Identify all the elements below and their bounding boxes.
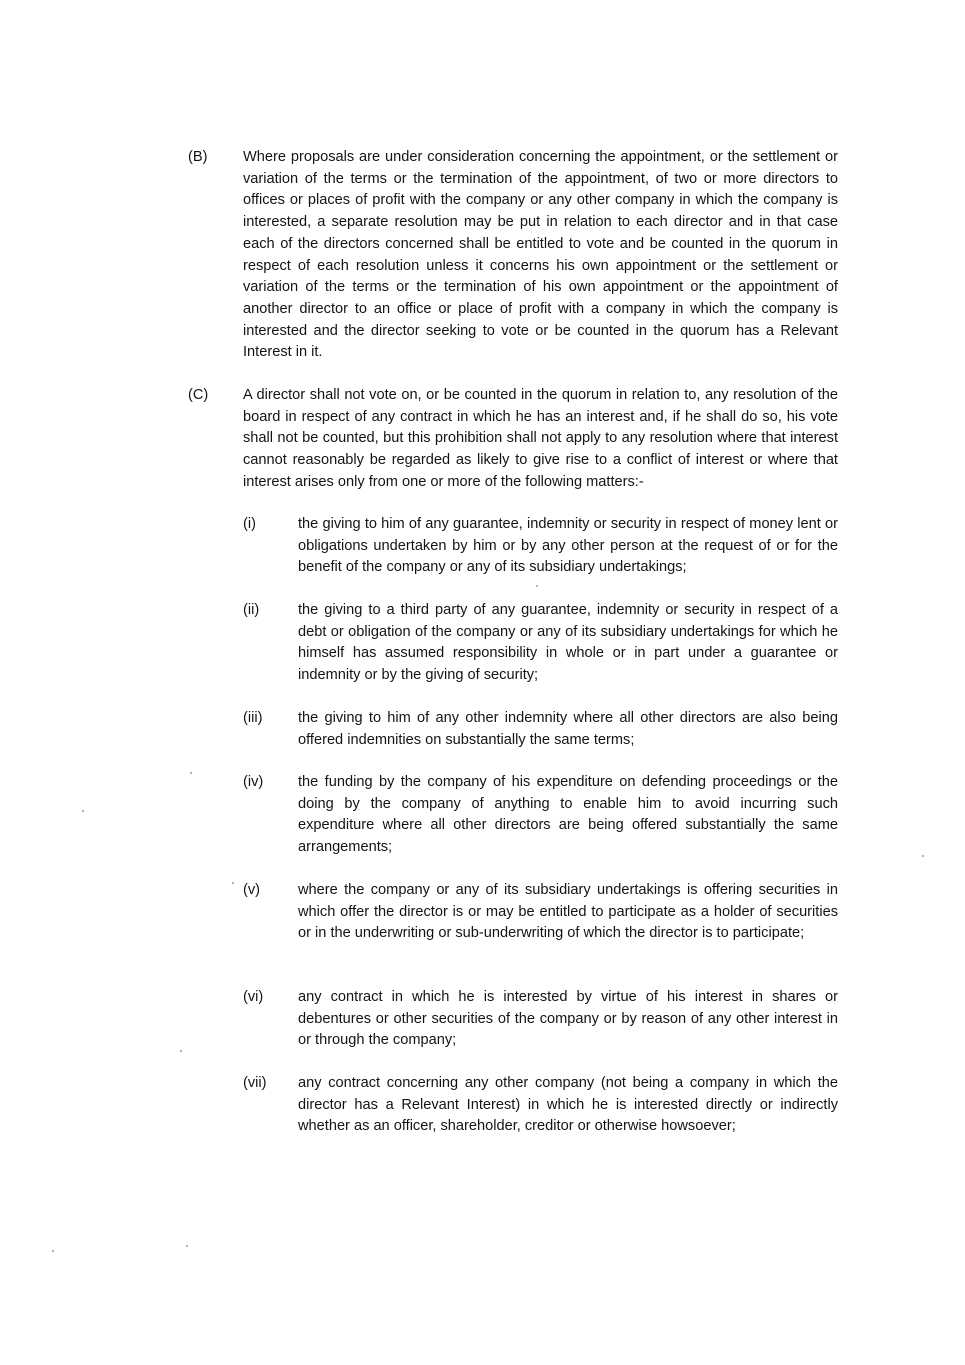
sub-item-text: any contract concerning any other company (not being a company in which the director has a Relevant Interest) in which he is interested directly or indirectly whether as an officer, shareholder, creditor or otherwise howsoever; [298,1075,838,1135]
sub-item-text: any contract in which he is interested by virtue of his interest in shares or debentures or other securities of the company or by reason of any other interest in or through the company; [298,989,838,1049]
scan-speck [190,772,192,774]
sub-item-label: (v) [243,882,261,898]
scan-speck [180,1050,182,1052]
sub-item-text: the funding by the company of his expenditure on defending proceedings or the doing by the company of anything to enable him to avoid incurring such expenditure where all other directors are being offered substantially the same arrangements; [298,774,838,856]
scan-speck [82,810,84,812]
scan-speck [232,882,234,884]
sub-item-label: (iii) [243,710,263,726]
clause-c-text: A director shall not vote on, or be counted in the quorum in relation to, any resolution of the board in respect of any contract in which he has an interest and, if he shall do so, his vote shall not be counted, but this prohibition shall not apply to any resolution where that interest cannot reasonably be regarded as likely to give rise to a conflict of interest or where that interest arises only from one or more of the following matters:- [243,387,838,490]
scan-speck [922,855,924,857]
clause-b-label: (B) [188,149,208,165]
sub-item-label: (vii) [243,1075,267,1091]
sub-item-label: (iv) [243,774,264,790]
sub-item-text: the giving to him of any other indemnity where all other directors are also being offered indemnities on substantially the same terms; [298,710,838,748]
scan-speck [186,1245,188,1247]
sub-item-label: (i) [243,516,256,532]
sub-item-label: (vi) [243,989,264,1005]
clause-b-text: Where proposals are under consideration concerning the appointment, or the settlement or variation of the terms or the termination of the appointment, of two or more directors to offices or places of profit with the company or any other company in which the company is interested, a separate resolution may be put in relation to each director and in that case each of the directors concerned shall be entitled to vote and be counted in the quorum in respect of each resolution unless it concerns his own appointment or the settlement or variation of the terms or the termination of his own appointment or the appointment of another director to an office or place of profit with a company in which the company is interested and the director seeking to vote or be counted in the quorum has a Relevant Interest in it. [243,149,838,361]
clause-c-label: (C) [188,387,209,403]
sub-item-text: the giving to him of any guarantee, indemnity or security in respect of money lent or obligations undertaken by him or by any other person at the request of or for the benefit of the company or any of its subsidiary undertakings; [298,516,838,576]
scan-speck [52,1250,54,1252]
scan-speck [536,585,538,587]
sub-item-text: where the company or any of its subsidiary undertakings is offering securities in which offer the director is or may be entitled to participate as a holder of securities or in the underwriting or sub-underwriting of which the director is to participate; [298,882,838,942]
sub-item-text: the giving to a third party of any guarantee, indemnity or security in respect of a debt or obligation of the company or any of its subsidiary undertakings for which he himself has assumed responsibility in whole or in part under a guarantee or indemnity or by the giving of security; [298,602,838,684]
sub-item-label: (ii) [243,602,260,618]
